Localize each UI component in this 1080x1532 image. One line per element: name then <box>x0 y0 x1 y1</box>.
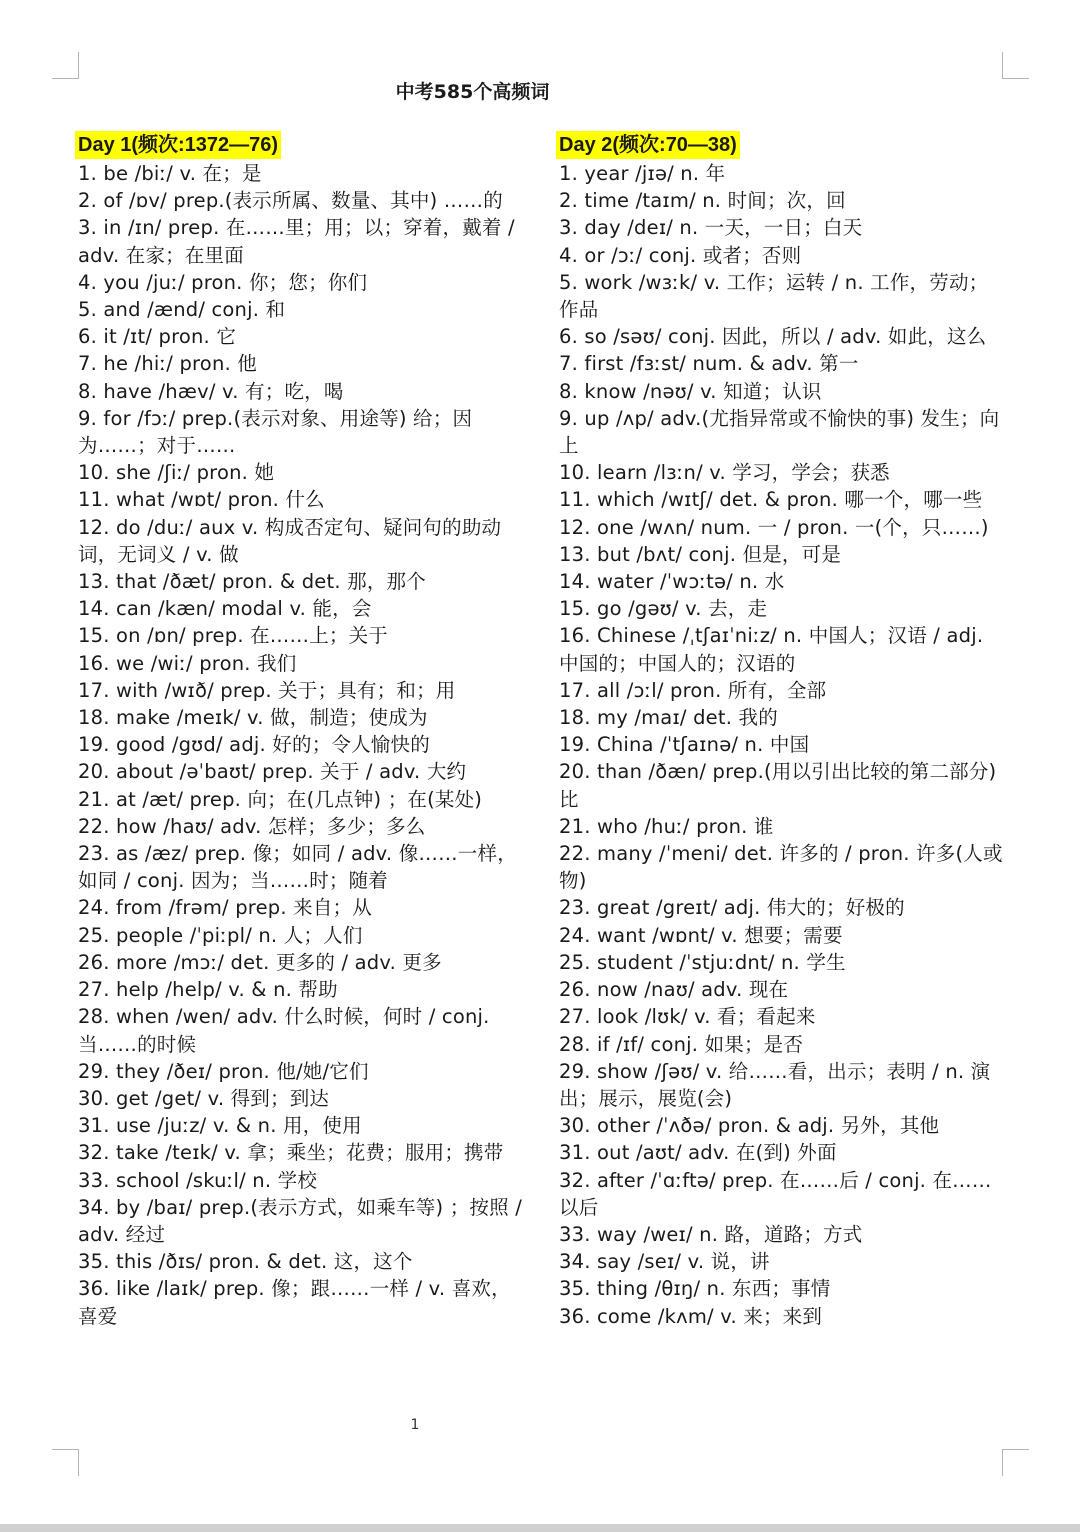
word-entry: 18. make /meɪk/ v. 做，制造；使成为 <box>78 706 428 730</box>
page-number: 1 <box>410 1417 420 1433</box>
word-entry: 21. who /huː/ pron. 谁 <box>559 814 774 838</box>
word-entry: 22. how /haʊ/ adv. 怎样；多少；多么 <box>78 814 426 838</box>
word-entry: 13. that /ðæt/ pron. & det. 那，那个 <box>78 570 426 594</box>
word-entry: 34. by /baɪ/ prep.(表示方式，如乘车等) ；按照 / adv. 经过 <box>78 1195 522 1246</box>
word-entry: 3. in /ɪn/ prep. 在……里；用；以；穿着，戴着 / adv. 在家；在里面 <box>78 216 515 267</box>
word-entry: 9. for /fɔː/ prep.(表示对象、用途等) 给；因为……；对于…… <box>78 406 473 458</box>
crop-mark-top-right <box>1002 52 1029 79</box>
day-1-heading: Day 1(频次:1372—76) <box>75 131 281 159</box>
word-entry: 16. Chinese /ˌtʃaɪˈniːz/ n. 中国人；汉语 / adj. 中国的；中国人的；汉语的 <box>559 624 984 675</box>
word-entry: 8. have /hæv/ v. 有；吃，喝 <box>78 379 344 403</box>
word-entry: 29. show /ʃəʊ/ v. 给……看，出示；表明 / n. 演出；展示，展览(会) <box>559 1059 991 1110</box>
word-entry: 12. one /wʌn/ num. 一 / pron. 一(个，只……) <box>559 515 989 539</box>
word-entry: 11. what /wɒt/ pron. 什么 <box>78 488 325 512</box>
word-entry: 35. thing /θɪŋ/ n. 东西；事情 <box>559 1277 831 1301</box>
word-entry: 5. work /wɜːk/ v. 工作；运转 / n. 工作，劳动；作品 <box>559 270 989 322</box>
word-entry: 30. other /ˈʌðə/ pron. & adj. 另外，其他 <box>559 1114 940 1138</box>
word-entry: 29. they /ðeɪ/ pron. 他/她/它们 <box>78 1059 369 1083</box>
word-entry: 4. you /juː/ pron. 你；您；你们 <box>78 270 368 294</box>
word-entry: 31. out /aʊt/ adv. 在(到) 外面 <box>559 1141 837 1165</box>
word-entry: 27. help /help/ v. & n. 帮助 <box>78 978 338 1002</box>
day-1-word-list <box>75 160 525 1330</box>
word-entry: 32. after /ˈɑːftə/ prep. 在……后 / conj. 在……以后 <box>559 1168 992 1219</box>
word-entry: 28. if /ɪf/ conj. 如果；是否 <box>559 1032 804 1056</box>
word-entry: 31. use /juːz/ v. & n. 用，使用 <box>78 1114 362 1138</box>
word-entry: 7. first /fɜːst/ num. & adv. 第一 <box>559 352 859 376</box>
word-entry: 2. of /ɒv/ prep.(表示所属、数量、其中) ……的 <box>78 189 503 213</box>
word-entry: 5. and /ænd/ conj. 和 <box>78 298 286 322</box>
word-entry: 11. which /wɪtʃ/ det. & pron. 哪一个，哪一些 <box>559 488 983 512</box>
crop-mark-bottom-right <box>1002 1449 1029 1476</box>
word-entry: 12. do /duː/ aux v. 构成否定句、疑问句的助动词，无词义 / v. 做 <box>78 515 502 566</box>
word-entry: 33. school /skuːl/ n. 学校 <box>78 1168 318 1192</box>
word-entry: 23. as /æz/ prep. 像；如同 / adv. 像……一样，如同 / conj. 因为；当……时；随着 <box>78 842 517 893</box>
word-entry: 10. she /ʃiː/ pron. 她 <box>78 461 275 485</box>
crop-mark-bottom-left <box>52 1449 79 1476</box>
word-entry: 13. but /bʌt/ conj. 但是，可是 <box>559 542 842 566</box>
word-entry: 20. than /ðæn/ prep.(用以引出比较的第二部分) 比 <box>559 760 997 811</box>
word-entry: 10. learn /lɜːn/ v. 学习，学会；获悉 <box>559 461 890 485</box>
word-entry: 14. water /ˈwɔːtə/ n. 水 <box>559 570 785 594</box>
day-1-column <box>75 131 525 1330</box>
word-entry: 15. on /ɒn/ prep. 在……上；关于 <box>78 624 389 648</box>
word-entry: 25. student /ˈstjuːdnt/ n. 学生 <box>559 950 846 974</box>
word-entry: 33. way /weɪ/ n. 路，道路；方式 <box>559 1222 863 1246</box>
word-entry: 7. he /hiː/ pron. 他 <box>78 352 257 376</box>
word-entry: 23. great /greɪt/ adj. 伟大的；好极的 <box>559 896 905 920</box>
day-2-word-list <box>556 160 1006 1330</box>
word-entry: 2. time /taɪm/ n. 时间；次，回 <box>559 189 846 213</box>
word-entry: 1. year /jɪə/ n. 年 <box>559 162 726 185</box>
word-entry: 17. all /ɔːl/ pron. 所有，全部 <box>559 678 827 702</box>
word-entry: 24. want /wɒnt/ v. 想要；需要 <box>559 923 843 947</box>
word-entry: 25. people /ˈpiːpl/ n. 人；人们 <box>78 923 363 947</box>
bottom-edge <box>0 1524 1080 1532</box>
day-2-heading: Day 2(频次:70—38) <box>556 131 740 159</box>
word-entry: 19. good /gʊd/ adj. 好的；令人愉快的 <box>78 733 430 757</box>
word-entry: 3. day /deɪ/ n. 一天，一日；白天 <box>559 216 863 240</box>
word-entry: 1. be /biː/ v. 在；是 <box>78 162 262 185</box>
word-entry: 15. go /gəʊ/ v. 去，走 <box>559 597 768 621</box>
crop-mark-top-left <box>52 52 79 79</box>
word-entry: 19. China /ˈtʃaɪnə/ n. 中国 <box>559 733 810 757</box>
word-entry: 22. many /ˈmeni/ det. 许多的 / pron. 许多(人或物) <box>559 842 1003 893</box>
page-title: 中考585个高频词 <box>395 81 550 103</box>
word-entry: 36. come /kʌm/ v. 来；来到 <box>559 1304 823 1328</box>
word-entry: 34. say /seɪ/ v. 说，讲 <box>559 1250 770 1274</box>
word-entry: 16. we /wiː/ pron. 我们 <box>78 651 297 675</box>
word-entry: 32. take /teɪk/ v. 拿；乘坐；花费；服用；携带 <box>78 1141 504 1165</box>
word-entry: 36. like /laɪk/ prep. 像；跟……一样 / v. 喜欢，喜爱 <box>78 1277 511 1328</box>
word-entry: 24. from /frəm/ prep. 来自；从 <box>78 896 372 920</box>
word-entry: 26. more /mɔː/ det. 更多的 / adv. 更多 <box>78 950 442 974</box>
word-entry: 27. look /lʊk/ v. 看；看起来 <box>559 1005 816 1029</box>
word-entry: 21. at /æt/ prep. 向；在(几点钟) ；在(某处) <box>78 787 483 811</box>
word-entry: 8. know /nəʊ/ v. 知道；认识 <box>559 379 822 403</box>
word-entry: 9. up /ʌp/ adv.(尤指异常或不愉快的事) 发生；向上 <box>559 406 1000 458</box>
word-entry: 6. it /ɪt/ pron. 它 <box>78 325 237 349</box>
word-entry: 18. my /maɪ/ det. 我的 <box>559 706 778 730</box>
word-entry: 4. or /ɔː/ conj. 或者；否则 <box>559 243 802 267</box>
word-entry: 26. now /naʊ/ adv. 现在 <box>559 978 789 1002</box>
word-entry: 14. can /kæn/ modal v. 能，会 <box>78 597 372 621</box>
day-2-column <box>556 131 1006 1330</box>
word-entry: 17. with /wɪð/ prep. 关于；具有；和；用 <box>78 678 456 702</box>
word-entry: 35. this /ðɪs/ pron. & det. 这，这个 <box>78 1250 413 1274</box>
word-entry: 20. about /əˈbaʊt/ prep. 关于 / adv. 大约 <box>78 760 467 784</box>
word-entry: 30. get /get/ v. 得到；到达 <box>78 1086 330 1110</box>
word-entry: 6. so /səʊ/ conj. 因此，所以 / adv. 如此，这么 <box>559 325 987 349</box>
word-entry: 28. when /wen/ adv. 什么时候，何时 / conj. 当……的时候 <box>78 1005 490 1056</box>
